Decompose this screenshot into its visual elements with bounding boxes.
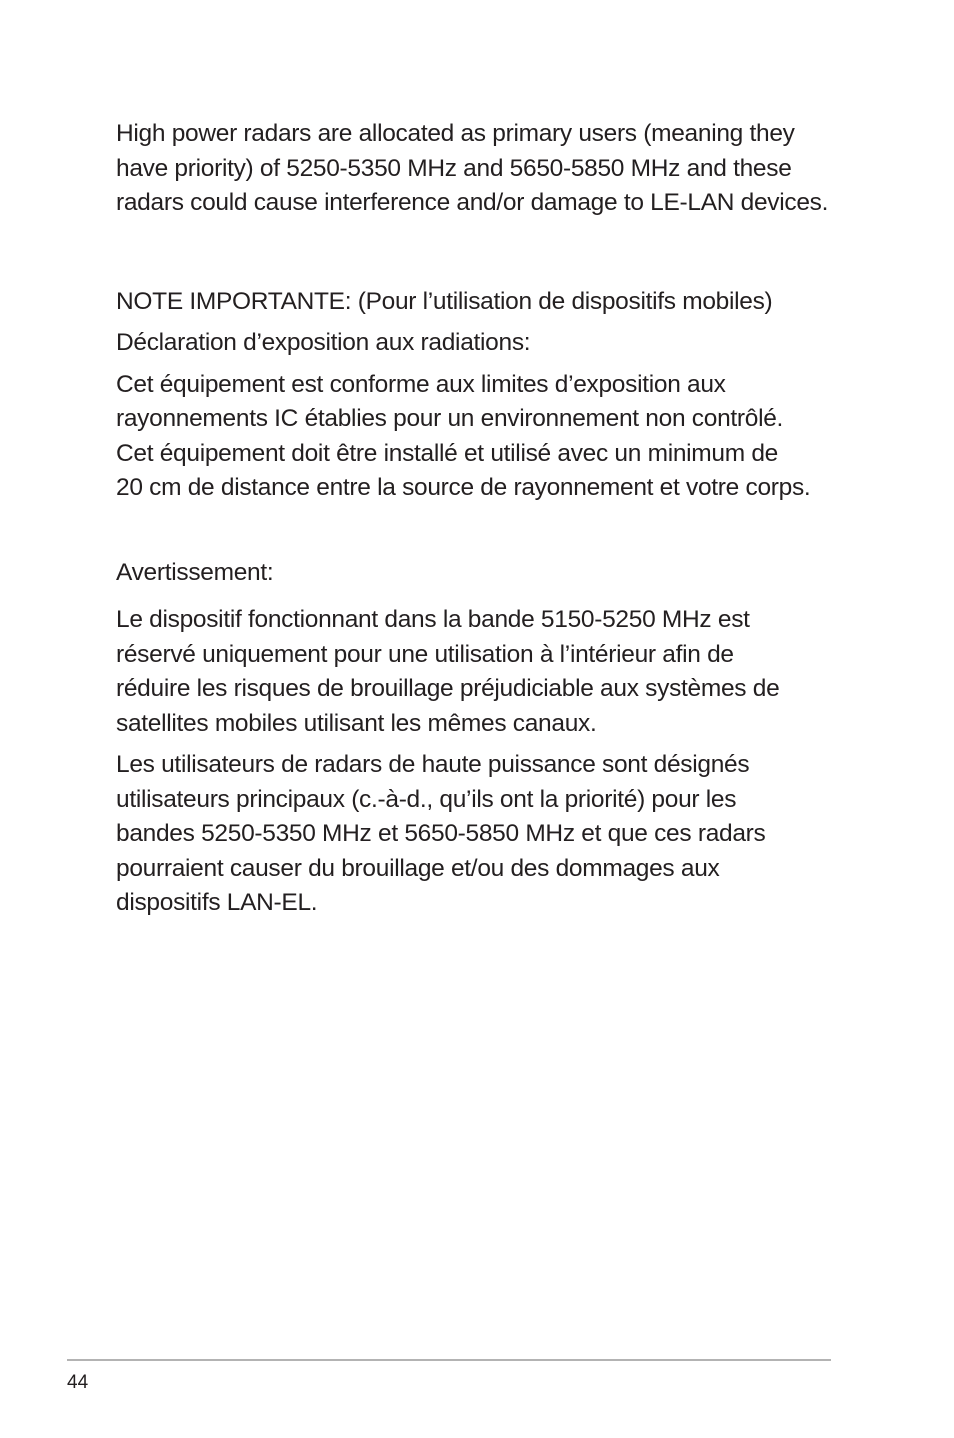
text-line: réduire les risques de brouillage préjudiciable aux systèmes de xyxy=(116,675,780,702)
note-heading: NOTE IMPORTANTE: (Pour l’utilisation de dispositifs mobiles) xyxy=(116,287,773,315)
text-line: rayonnements IC établies pour un environnement non contrôlé. xyxy=(116,405,784,432)
text-line: réservé uniquement pour une utilisation à l’intérieur afin de xyxy=(116,640,734,668)
text-line: dispositifs LAN-EL. xyxy=(116,889,318,916)
text-line: have priority) of 5250-5350 MHz and 5650-5850 MHz and these xyxy=(116,154,792,182)
declaration-heading: Déclaration d’exposition aux radiations: xyxy=(116,329,531,356)
avertissement-heading: Avertissement: xyxy=(116,558,274,586)
spacer xyxy=(116,506,846,556)
text-line: radars could cause interference and/or damage to LE-LAN devices. xyxy=(116,189,829,216)
declaration-paragraph xyxy=(116,368,846,506)
text-line: bandes 5250-5350 MHz et 5650-5850 MHz et que ces radars xyxy=(116,820,766,847)
avertissement-paragraph-1 xyxy=(116,603,846,741)
text-line: utilisateurs principaux (c.-à-d., qu’ils ont la priorité) pour les xyxy=(116,785,737,813)
footer-divider xyxy=(67,1359,831,1361)
text-line: satellites mobiles utilisant les mêmes canaux. xyxy=(116,709,597,737)
english-radar-paragraph xyxy=(116,117,846,221)
text-line: Les utilisateurs de radars de haute puissance sont désignés xyxy=(116,751,750,778)
text-line: Cet équipement doit être installé et utilisé avec un minimum de xyxy=(116,439,779,467)
text-line: High power radars are allocated as primary users (meaning they xyxy=(116,120,795,147)
page-content xyxy=(116,117,846,921)
text-line: Cet équipement est conforme aux limites d’exposition aux xyxy=(116,370,726,398)
avertissement-paragraph-2 xyxy=(116,748,846,921)
page-number: 44 xyxy=(67,1372,89,1393)
text-line: Le dispositif fonctionnant dans la bande 5150-5250 MHz est xyxy=(116,606,750,633)
spacer xyxy=(116,221,846,285)
text-line: 20 cm de distance entre la source de rayonnement et votre corps. xyxy=(116,474,811,501)
text-line: pourraient causer du brouillage et/ou des dommages aux xyxy=(116,854,720,882)
